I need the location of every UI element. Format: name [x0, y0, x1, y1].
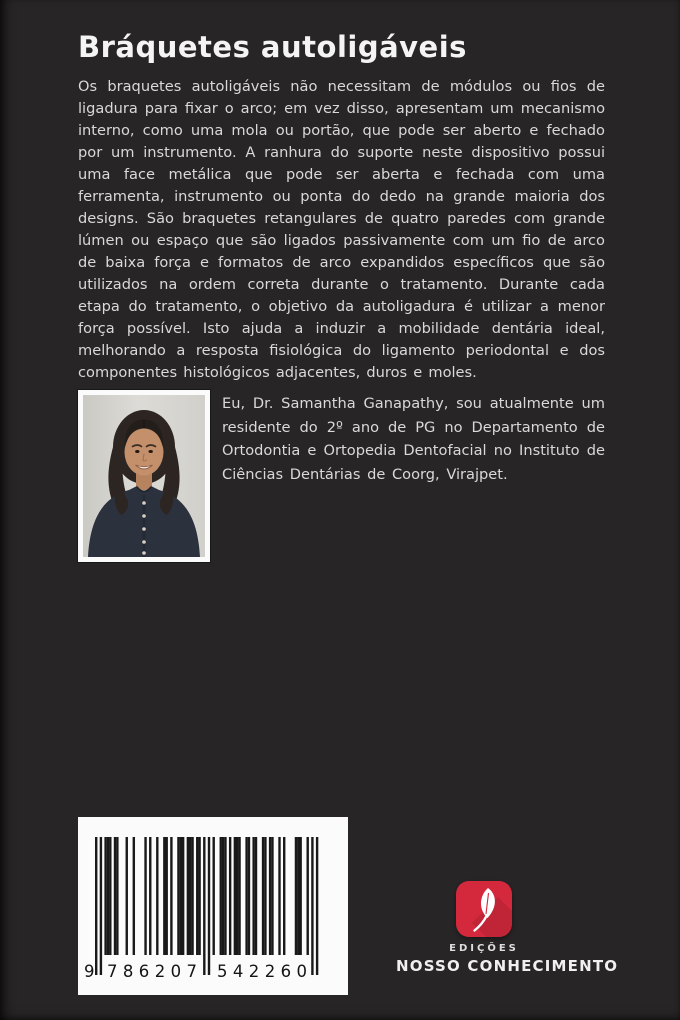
author-portrait-icon: [83, 395, 205, 557]
publisher-name: NOSSO CONHECIMENTO: [396, 957, 619, 975]
book-description: Os braquetes autoligáveis não necessitam de módulos ou fios de ligadura para fixar o arco; em vez disso, apresentam um mecanismo interno, como uma mola ou portão, que pode ser aberto e fechado por um instrumento. A ranhura do suporte neste dispositivo possui uma face metálica que pode ser aberta e fechada com uma ferramenta, instrumento ou ponta do dedo na grande maioria dos designs. São braquetes retangulares de quatro paredes com grande lúmen ou espaço que são ligados passivamente com um fio de arco de baixa força e formatos de arco expandidos específicos que são utilizados na ordem correta durante o tratamento. Durante cada etapa do tratamento, o objetivo da autoligadura é utilizar a menor força possível. Isto ajuda a induzir a mobilidade dentária ideal, melhorando a resposta fisiológica do ligamento periodontal e dos componentes histológicos adjacentes, duros e moles.: [78, 78, 605, 381]
barcode-panel: [78, 817, 348, 995]
page-title: Bráquetes autoligáveis: [78, 30, 467, 64]
barcode-bars: [95, 837, 318, 975]
author-section: [78, 390, 605, 562]
author-bio: Eu, Dr. Samantha Ganapathy, sou atualmente um residente do 2º ano de PG no Departamento de Ortodontia e Ortopedia Dentofacial no Instituto de Ciências Dentárias de Coorg, Virajpet.: [222, 395, 605, 483]
author-photo: [78, 390, 210, 562]
barcode-digits-right: 542260: [217, 962, 307, 981]
barcode-svg: [82, 817, 344, 995]
barcode-digit-first: 9: [84, 962, 95, 981]
publisher-imprint: EDIÇÕES: [449, 943, 519, 954]
feather-icon: [456, 881, 512, 937]
publisher-block: [396, 881, 619, 975]
publisher-logo: [456, 881, 512, 937]
barcode-digits-left: 786207: [107, 962, 197, 981]
